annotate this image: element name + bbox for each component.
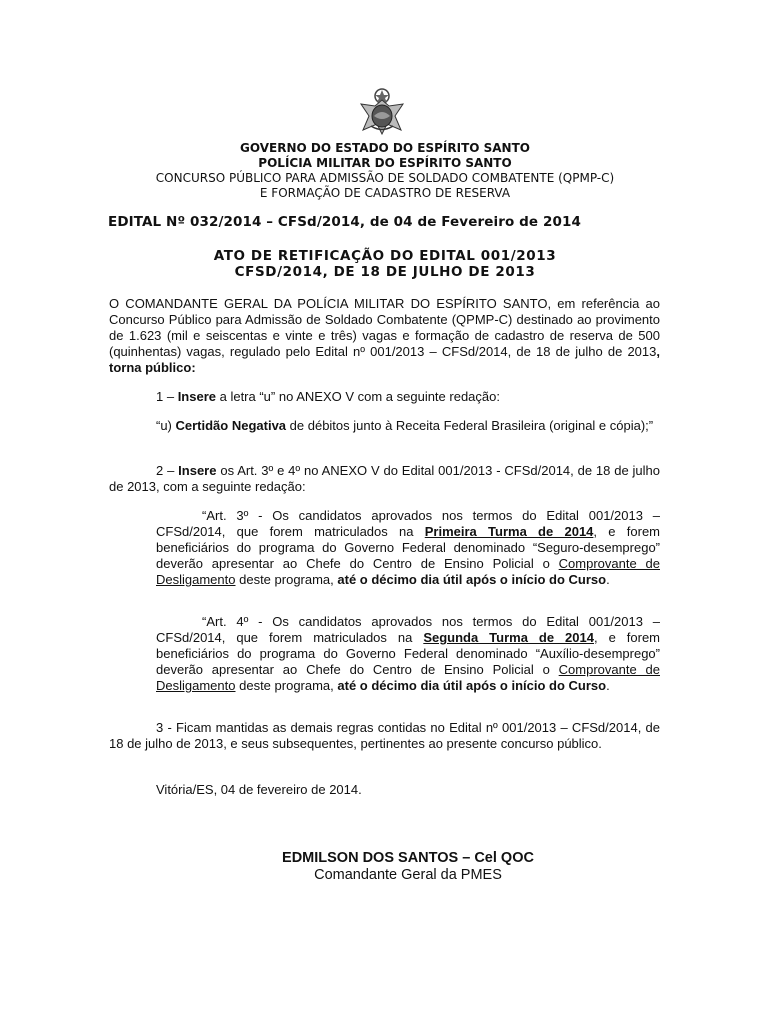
item2-prefix: 2 – [156,463,179,478]
art4-text-a: “Art. 4º - Os candidatos aprovados nos termos do Edital 001/2013 – CFSd/2014, que forem matriculados na [156,614,660,645]
art3-end: . [606,572,610,587]
intro-paragraph [109,296,660,376]
header-contest: CONCURSO PÚBLICO PARA ADMISSÃO DE SOLDADO COMBATENTE (QPMP-C) [155,171,615,185]
item3-paragraph: 3 - Ficam mantidas as demais regras contidas no Edital nº 001/2013 – CFSd/2014, de 18 de julho de 2013, e seus subsequentes, pertinentes ao presente concurso público. [109,720,660,751]
item1-prefix: 1 – [156,389,178,404]
art4-end: . [606,678,610,693]
header-government: GOVERNO DO ESTADO DO ESPÍRITO SANTO [239,141,530,155]
place-date: Vitória/ES, 04 de fevereiro de 2014. [156,782,362,797]
item1-rest: a letra “u” no ANEXO V com a seguinte redação: [216,389,500,404]
header-police: POLÍCIA MILITAR DO ESPÍRITO SANTO [258,156,512,170]
art4-text-b: , e forem beneficiários do programa do Governo Federal denominado “Auxílio-desemprego” deverão apresentar ao Chefe do Centro de Ensino Policial o [156,630,660,677]
header-reserve: E FORMAÇÃO DE CADASTRO DE RESERVA [259,186,511,200]
item1-bold: Insere [177,389,216,404]
art3-comprovante: Comprovante de Desligamento [156,556,660,587]
art3-turma: Primeira Turma de 2014 [424,524,594,539]
item1-quote-bold: Certidão Negativa [175,418,287,433]
signature-name: EDMILSON DOS SANTOS – Cel QOC [282,850,534,866]
intro-text: O COMANDANTE GERAL DA POLÍCIA MILITAR DO ESPÍRITO SANTO, em referência ao Concurso Público para Admissão de Soldado Combatente (QPMP-C) destinado ao provimento de 1.623 (mil e seiscentas e vinte e três) vagas e formação de cadastro de reserva de 500 (quinhentas) vagas, regulado pelo Edital nº 001/2013 – CFSd/2014, de 18 de julho de 2013 [109,296,660,359]
item1-quote-rest: de débitos junto à Receita Federal Brasileira (original e cópia);” [286,418,654,433]
edital-title: EDITAL Nº 032/2014 – CFSd/2014, de 04 de Fevereiro de 2014 [108,214,581,230]
coat-of-arms-icon [357,86,407,136]
signature-title: Comandante Geral da PMES [314,867,502,883]
art4-paragraph [156,614,660,694]
art3-text-c: deste programa, [235,572,338,587]
art3-paragraph [156,508,660,588]
item2-bold: Insere [178,463,217,478]
item1-paragraph [109,389,660,405]
art4-comprovante: Comprovante de Desligamento [156,662,660,693]
ato-title-line1: ATO DE RETIFICAÇÃO DO EDITAL 001/2013 [213,248,557,264]
intro-bold-end: , torna público: [109,344,660,375]
art4-prazo: até o décimo dia útil após o início do Curso [337,678,607,693]
art4-text-c: deste programa, [235,678,338,693]
item2-paragraph [109,463,660,495]
art3-text-b: , e forem beneficiários do programa do Governo Federal denominado “Seguro-desemprego” deverão apresentar ao Chefe do Centro de Ensino Policial o [156,524,661,571]
art3-prazo: até o décimo dia útil após o início do Curso [337,572,607,587]
ato-title-line2: CFSD/2014, DE 18 DE JULHO DE 2013 [234,264,536,280]
item2-rest: os Art. 3º e 4º no ANEXO V do Edital 001/2013 - CFSd/2014, de 18 de julho de 2013, com a seguinte redação: [109,463,661,494]
art3-text-a: “Art. 3º - Os candidatos aprovados nos termos do Edital 001/2013 – CFSd/2014, que forem matriculados na [156,508,660,539]
item1-quote-paragraph [109,418,660,434]
art4-turma: Segunda Turma de 2014 [423,630,594,645]
item1-quote-prefix: “u) [156,418,176,433]
